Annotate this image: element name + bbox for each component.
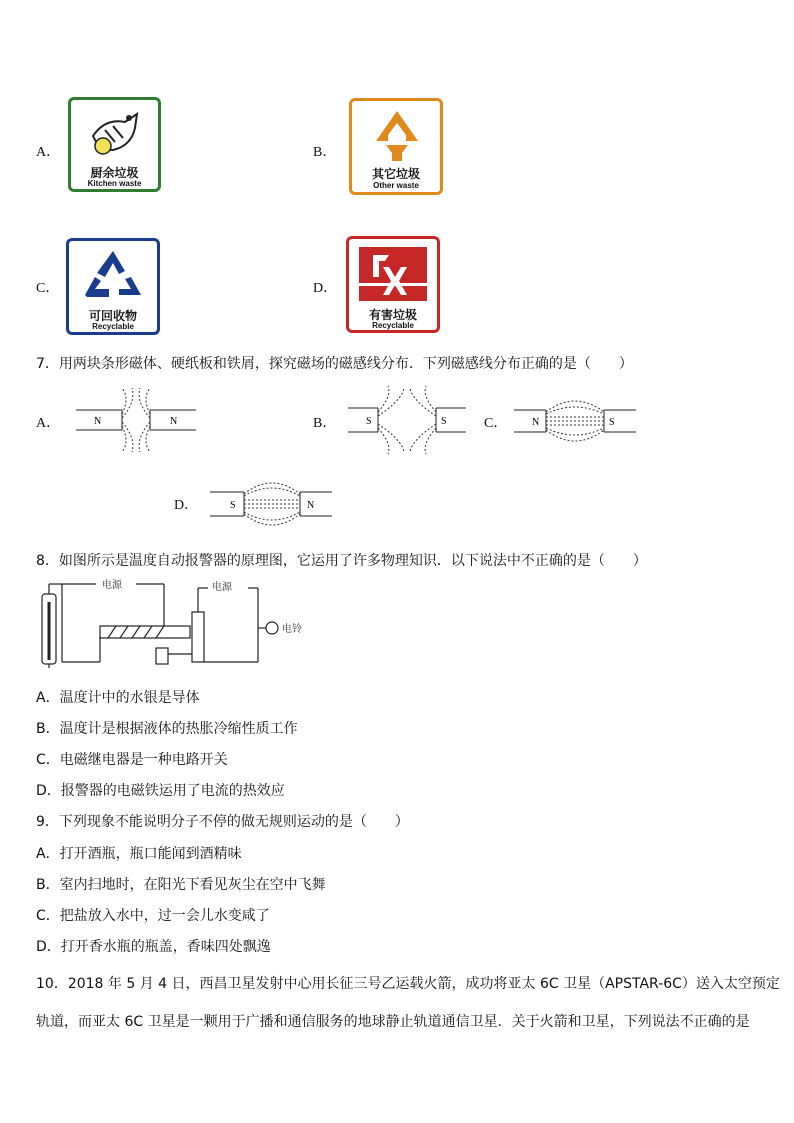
option-label: D．	[313, 281, 338, 296]
question-10-stem-line-1: 10．2018 年 5 月 4 日，西昌卫星发射中心用长征三号乙运载火箭，成功将亚太 6C 卫星（APSTAR-6C）送入太空预定	[36, 976, 780, 992]
kitchen-waste-sign	[68, 97, 161, 192]
magnet-pole-right: S	[609, 417, 615, 428]
option-label: B．	[313, 145, 337, 160]
hazardous-waste-sign	[346, 236, 440, 333]
other-waste-icon	[372, 107, 422, 163]
sign-title: 可回收物	[88, 309, 137, 323]
question-8-option-a: A．温度计中的水银是导体	[36, 690, 200, 706]
recycle-icon	[81, 247, 145, 305]
sign-subtitle: Recyclable	[92, 322, 134, 331]
magnet-field-diagram-c	[512, 386, 640, 456]
sign-subtitle: Other waste	[373, 181, 419, 190]
question-8-stem: 8．如图所示是温度自动报警器的原理图，它运用了许多物理知识．以下说法中不正确的是（ ）	[36, 553, 647, 569]
magnet-pole-left: N	[94, 416, 102, 427]
option-label: C．	[484, 416, 508, 431]
hazard-icon-background	[359, 247, 427, 301]
sign-title: 有害垃圾	[368, 308, 417, 322]
magnet-pole-right: N	[170, 416, 178, 427]
question-9-stem: 9．下列现象不能说明分子不停的做无规则运动的是（ ）	[36, 814, 409, 830]
option-label: D．	[174, 498, 199, 513]
temperature-alarm-circuit-diagram	[36, 578, 326, 674]
magnet-pole-left: S	[366, 416, 372, 427]
magnet-field-diagram-a	[72, 384, 200, 456]
option-label: A．	[36, 145, 61, 160]
question-10-stem-line-2: 轨道，而亚太 6C 卫星是一颗用于广播和通信服务的地球静止轨道通信卫星．关于火箭和卫星，下列说法不正确的是	[36, 1014, 750, 1030]
question-9-option-b: B．室内扫地时，在阳光下看见灰尘在空中飞舞	[36, 877, 326, 893]
question-8-option-c: C．电磁继电器是一种电路开关	[36, 752, 228, 768]
option-label: C．	[36, 281, 60, 296]
sign-subtitle: Kitchen waste	[87, 179, 142, 188]
question-9-option-d: D．打开香水瓶的瓶盖，香味四处飘逸	[36, 939, 271, 955]
sign-subtitle: Recyclable	[372, 321, 414, 330]
magnet-field-diagram-b	[346, 384, 472, 456]
sign-title: 厨余垃圾	[90, 166, 139, 180]
recyclable-sign	[66, 238, 160, 335]
magnet-pole-right: N	[307, 500, 315, 511]
sign-title: 其它垃圾	[371, 167, 420, 181]
power-source-label-2: 电源	[212, 582, 232, 593]
option-label: A．	[36, 416, 61, 431]
question-7-stem: 7．用两块条形磁体、硬纸板和铁屑，探究磁场的磁感线分布．下列磁感线分布正确的是（ ）	[36, 356, 633, 372]
other-waste-sign	[349, 98, 443, 195]
magnet-pole-left: N	[532, 417, 540, 428]
question-9-option-a: A．打开酒瓶，瓶口能闻到酒精味	[36, 846, 242, 862]
question-8-option-b: B．温度计是根据液体的热胀冷缩性质工作	[36, 721, 298, 737]
fish-bone-icon	[85, 106, 145, 164]
hazard-icon	[359, 247, 427, 301]
power-source-label-1: 电源	[102, 580, 122, 591]
magnet-pole-right: S	[441, 416, 447, 427]
magnet-field-diagram-d	[208, 470, 336, 540]
bell-label: 电铃	[282, 624, 302, 635]
magnet-pole-left: S	[230, 500, 236, 511]
question-9-option-c: C．把盐放入水中，过一会儿水变咸了	[36, 908, 270, 924]
option-label: B．	[313, 416, 337, 431]
question-8-option-d: D．报警器的电磁铁运用了电流的热效应	[36, 783, 285, 799]
